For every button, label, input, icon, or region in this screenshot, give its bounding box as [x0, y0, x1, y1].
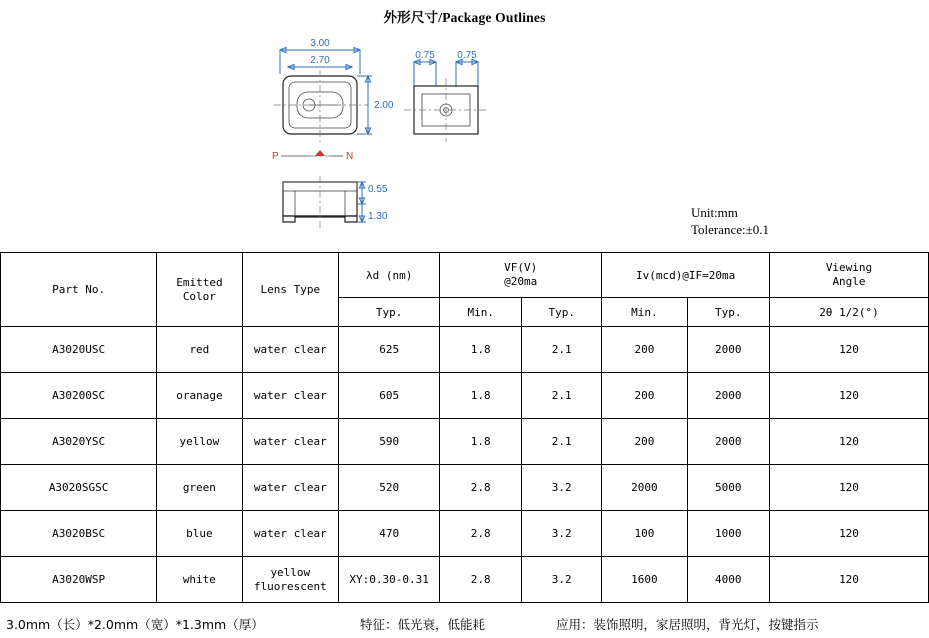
table-row: [1, 419, 929, 465]
subheader-iv-typ: Typ.: [687, 298, 769, 327]
table-row: [1, 511, 929, 557]
cell-vf-typ: 3.2: [522, 557, 602, 603]
header-viewing-angle-line2: Angle: [832, 275, 866, 288]
cell-vf-min: 2.8: [440, 465, 522, 511]
cell-vf-typ: 2.1: [522, 419, 602, 465]
cell-lens-line1: yellow: [270, 565, 311, 579]
subheader-vf-typ: Typ.: [522, 298, 602, 327]
cell-color: white: [157, 557, 242, 603]
cell-lambda-typ: 605: [339, 373, 440, 419]
header-emitted-color: [157, 253, 242, 327]
cell-iv-typ: 2000: [687, 327, 769, 373]
dim-width-bottom: 1.30: [368, 211, 388, 222]
header-viewing-angle-line1: Viewing: [825, 261, 873, 274]
subheader-lambda-typ: Typ.: [339, 298, 440, 327]
header-vf: [440, 253, 602, 298]
cell-part-no: A30200SC: [1, 373, 157, 419]
cell-part-no: A3020WSP: [1, 557, 157, 603]
table-row: [1, 465, 929, 511]
subheader-vf-min: Min.: [440, 298, 522, 327]
cell-lens: water clear: [242, 327, 339, 373]
footer-dimensions: 3.0mm（长）*2.0mm（宽）*1.3mm（厚）: [6, 617, 264, 632]
cell-lambda-typ: 520: [339, 465, 440, 511]
dim-side-left: 0.75: [415, 50, 435, 61]
dim-side-right: 0.75: [457, 50, 477, 61]
header-iv: Iv(mcd)@IF=20ma: [602, 253, 770, 298]
cell-part-no: A3020USC: [1, 327, 157, 373]
dim-top-outer: 3.00: [310, 38, 330, 49]
cell-lambda-typ: XY:0.30-0.31: [339, 557, 440, 603]
header-emitted-color-line1: Emitted: [176, 275, 223, 289]
cell-color: blue: [157, 511, 242, 557]
table-row: [1, 557, 929, 603]
cell-lambda-typ: 625: [339, 327, 440, 373]
header-vf-line1: VF(V): [504, 261, 538, 274]
unit-label: Unit:mm: [690, 205, 738, 220]
cell-iv-typ: 5000: [687, 465, 769, 511]
specification-table: [0, 252, 929, 603]
cell-iv-min: 200: [602, 419, 687, 465]
table-body: [1, 327, 929, 603]
cell-lens-line2: fluorescent: [253, 579, 327, 593]
dim-top-inner: 2.70: [310, 55, 330, 66]
cell-vf-min: 2.8: [440, 511, 522, 557]
cell-iv-min: 100: [602, 511, 687, 557]
cell-iv-typ: 2000: [687, 373, 769, 419]
dim-height: 0.55: [368, 184, 388, 195]
cell-iv-min: 200: [602, 373, 687, 419]
cell-vf-min: 1.8: [440, 373, 522, 419]
cell-part-no: A3020SGSC: [1, 465, 157, 511]
page-title: 外形尺寸/Package Outlines: [383, 10, 546, 25]
footer-applications: 应用：装饰照明，家居照明，背光灯，按键指示: [556, 617, 819, 632]
cell-lens: water clear: [242, 511, 339, 557]
cell-vf-typ: 3.2: [522, 465, 602, 511]
subheader-angle: 2θ 1/2(°): [770, 298, 929, 327]
header-lens-type: Lens Type: [242, 253, 339, 327]
cell-lens: [242, 557, 339, 603]
cell-iv-min: 2000: [602, 465, 687, 511]
cell-iv-min: 1600: [602, 557, 687, 603]
table-row: [1, 327, 929, 373]
cell-lens: water clear: [242, 373, 339, 419]
table-row: [1, 373, 929, 419]
header-emitted-color-line2: Color: [182, 289, 216, 303]
cell-lens: water clear: [242, 419, 339, 465]
cell-vf-min: 2.8: [440, 557, 522, 603]
cell-angle: 120: [770, 327, 929, 373]
cell-angle: 120: [770, 465, 929, 511]
header-part-no: Part No.: [1, 253, 157, 327]
cell-vf-typ: 3.2: [522, 511, 602, 557]
cell-angle: 120: [770, 557, 929, 603]
cell-vf-typ: 2.1: [522, 373, 602, 419]
cell-lambda-typ: 470: [339, 511, 440, 557]
cell-angle: 120: [770, 373, 929, 419]
cell-vf-min: 1.8: [440, 327, 522, 373]
cell-vf-min: 1.8: [440, 419, 522, 465]
polarity-p-label: P: [272, 151, 279, 162]
units-note: [691, 204, 769, 238]
cell-lambda-typ: 590: [339, 419, 440, 465]
cell-part-no: A3020YSC: [1, 419, 157, 465]
cell-color: red: [157, 327, 242, 373]
subheader-iv-min: Min.: [602, 298, 687, 327]
cell-lens: water clear: [242, 465, 339, 511]
header-viewing-angle: [770, 253, 929, 298]
tolerance-label: Tolerance:±0.1: [690, 222, 769, 237]
polarity-n-label: N: [346, 151, 354, 162]
cell-color: green: [157, 465, 242, 511]
footer: [0, 612, 929, 638]
cell-color: yellow: [157, 419, 242, 465]
cell-angle: 120: [770, 511, 929, 557]
table-header: [1, 253, 929, 327]
cell-part-no: A3020BSC: [1, 511, 157, 557]
cell-color: oranage: [157, 373, 242, 419]
header-row-main: [1, 253, 929, 298]
footer-features: 特征：低光衰，低能耗: [360, 617, 486, 632]
dim-top-right: 2.00: [374, 100, 394, 111]
cell-angle: 120: [770, 419, 929, 465]
cell-iv-min: 200: [602, 327, 687, 373]
cell-vf-typ: 2.1: [522, 327, 602, 373]
cell-iv-typ: 1000: [687, 511, 769, 557]
package-outline-drawing: [250, 26, 540, 246]
cell-iv-typ: 2000: [687, 419, 769, 465]
header-lambda-d: λd (nm): [339, 253, 440, 298]
header-vf-line2: @20ma: [504, 275, 538, 288]
cell-iv-typ: 4000: [687, 557, 769, 603]
